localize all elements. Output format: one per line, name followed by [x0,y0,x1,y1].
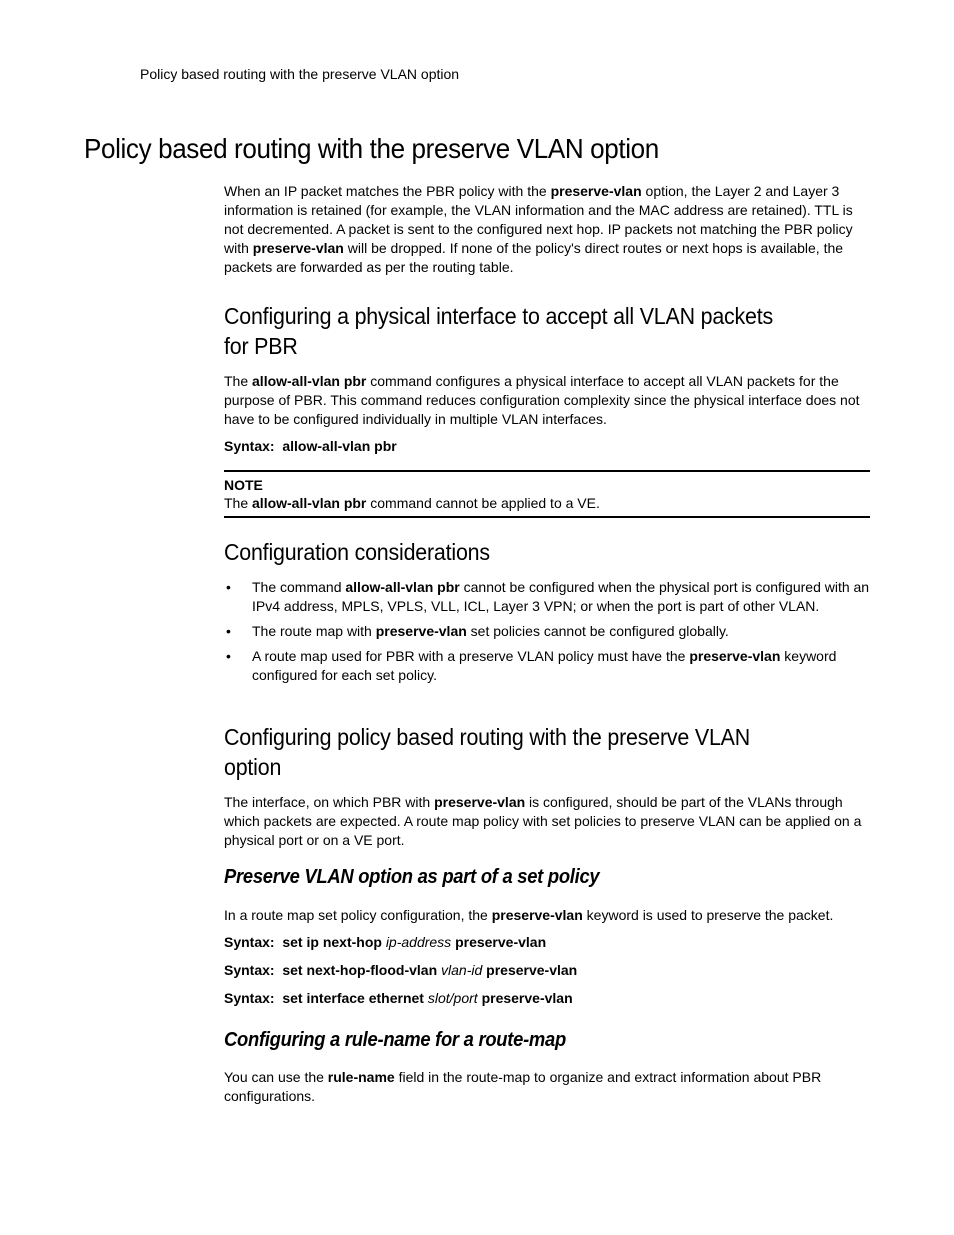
intro-paragraph: When an IP packet matches the PBR policy with the preserve-vlan option, the Layer 2 and Layer 3 information is retained (for example, the VLAN information and the MAC address are retained). TTL is not decremented. A packet is sent to the configured next hop. IP packets not matching the PBR policy with preserve-vlan will be dropped. If none of the policy's direct routes or next hops is available, the packets are forwarded as per the routing table. [224,183,853,275]
note-box [224,470,870,518]
keyword-preserve-vlan: preserve-vlan [252,240,344,256]
considerations-list [224,578,870,691]
section-configuration-considerations [224,537,870,567]
section-heading: Configuring policy based routing with the preserve VLAN option [224,724,751,780]
section-rule-name [224,1029,870,1052]
section-paragraph: You can use the rule-name field in the route-map to organize and extract information about PBR configurations. [224,1069,822,1104]
section-physical-interface-body [224,372,870,429]
section-paragraph: The interface, on which PBR with preserve-vlan is configured, should be part of the VLANs through which packets are expected. A route map policy with set policies to preserve VLAN can be applied on a physical port or on a VE port. [224,794,862,848]
list-item: • A route map used for PBR with a preserve VLAN policy must have the preserve-vlan keyword configured for each set policy. [226,648,837,683]
section-pbr-preserve-vlan [224,722,870,782]
note-text: The allow-all-vlan pbr command cannot be applied to a VE. [224,495,600,511]
syntax-line: Syntax: set next-hop-flood-vlan vlan-id preserve-vlan [224,962,578,978]
section-rule-name-body [224,1068,870,1106]
subsection-heading: Configuring a rule-name for a route-map [224,1029,566,1051]
section-paragraph: In a route map set policy configuration, the preserve-vlan keyword is used to preserve the packet. [224,907,834,923]
syntax-line: Syntax: set ip next-hop ip-address preserve-vlan [224,934,547,950]
list-item: • The command allow-all-vlan pbr cannot be configured when the physical port is configured with an IPv4 address, MPLS, VPLS, VLL, ICL, Layer 3 VPN; or when the port is part of other VLAN. [226,579,870,614]
section-set-policy-body [224,906,870,925]
section-heading: Configuration considerations [224,539,490,565]
section-set-policy [224,866,870,889]
running-header: Policy based routing with the preserve VLAN option [140,66,460,82]
page-title: Policy based routing with the preserve VLAN option [84,133,659,164]
keyword-preserve-vlan: preserve-vlan [550,183,642,199]
section-pbr-preserve-vlan-body [224,793,870,850]
intro-section [224,182,870,277]
section-paragraph: The allow-all-vlan pbr command configures a physical interface to accept all VLAN packets for the purpose of PBR. This command reduces configuration complexity since the physical interface does not have to be configured individually in multiple VLAN interfaces. [224,373,860,427]
syntax-line: Syntax: set interface ethernet slot/port preserve-vlan [224,990,573,1006]
syntax-line: Syntax: allow-all-vlan pbr [224,438,397,454]
note-title: NOTE [224,477,263,493]
section-heading: Configuring a physical interface to accept all VLAN packets for PBR [224,303,774,359]
subsection-heading: Preserve VLAN option as part of a set policy [224,866,600,888]
section-physical-interface [224,301,870,361]
list-item: • The route map with preserve-vlan set policies cannot be configured globally. [226,623,729,639]
